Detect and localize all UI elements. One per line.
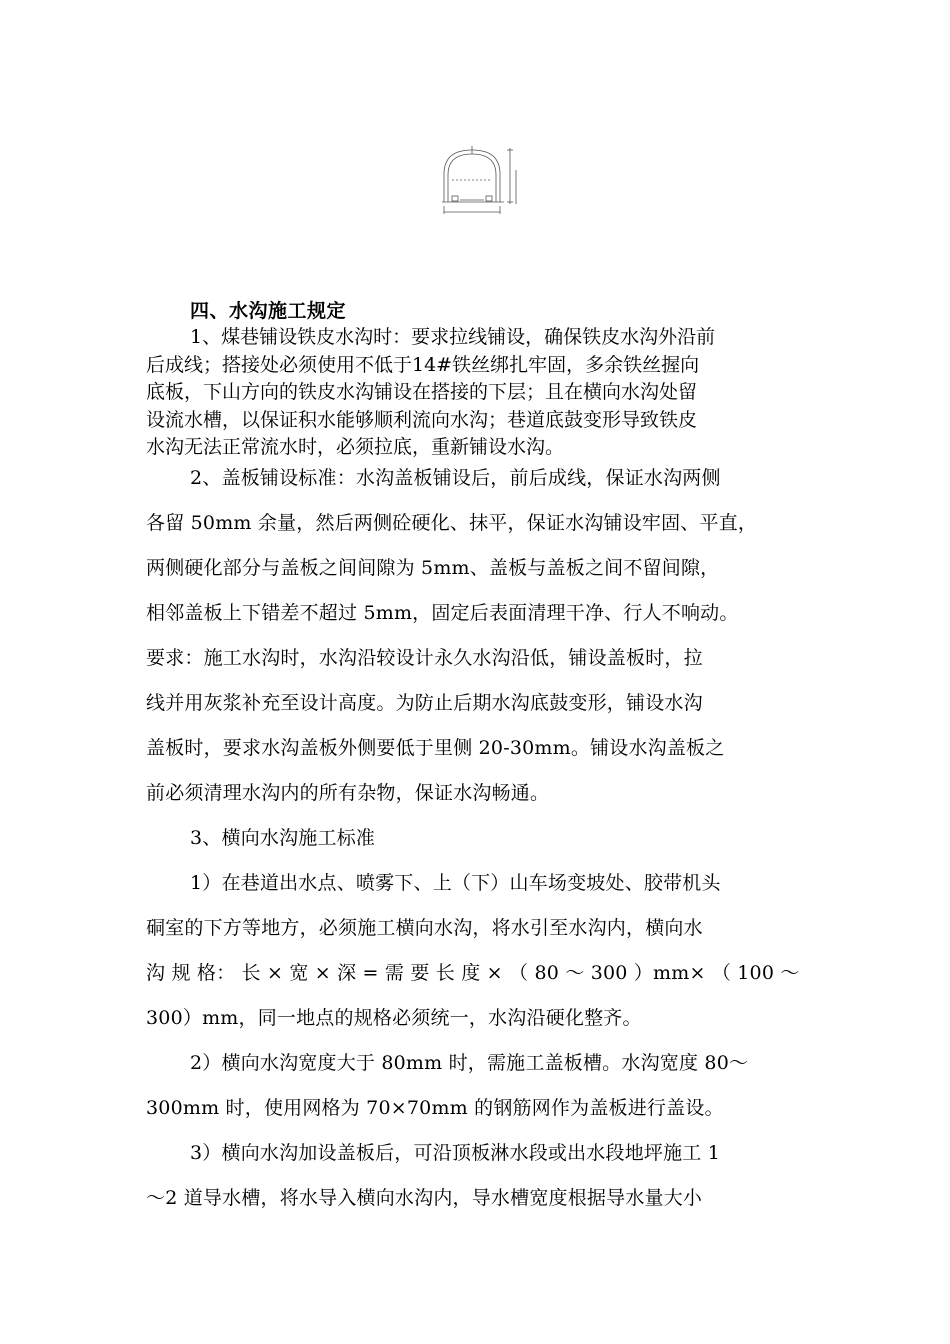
- tunnel-cross-section-diagram: [432, 140, 522, 218]
- text-line: 前必须清理水沟内的所有杂物，保证水沟畅通。: [146, 782, 550, 804]
- text-line: 盖板时，要求水沟盖板外侧要低于里侧 20-30mm。铺设水沟盖板之: [146, 737, 725, 759]
- paragraph-transverse-ditch-item-1: [146, 861, 826, 1041]
- text-line: 3）横向水沟加设盖板后，可沿顶板淋水段或出水段地坪施工 1: [190, 1142, 721, 1164]
- text-line: 线并用灰浆补充至设计高度。为防止后期水沟底鼓变形，铺设水沟: [146, 692, 703, 714]
- text-line: 后成线；搭接处必须使用不低于14#铁丝绑扎牢固，多余铁丝握向: [146, 353, 700, 376]
- text-line: 底板，下山方向的铁皮水沟铺设在搭接的下层；且在横向水沟处留: [146, 381, 698, 403]
- text-line: 1）在巷道出水点、喷雾下、上（下）山车场变坡处、胶带机头: [190, 872, 721, 894]
- text-line: ～2 道导水槽，将水导入横向水沟内，导水槽宽度根据导水量大小: [146, 1187, 703, 1209]
- text-line: 水沟无法正常流水时，必须拉底，重新铺设水沟。: [146, 436, 565, 458]
- text-line: 3、横向水沟施工标准: [190, 827, 376, 849]
- text-line: 要求：施工水沟时，水沟沿较设计永久水沟沿低，铺设盖板时，拉: [146, 647, 703, 669]
- text-line: 300mm 时，使用网格为 70×70mm 的钢筋网作为盖板进行盖设。: [146, 1097, 724, 1119]
- text-line: 2、盖板铺设标准：水沟盖板铺设后，前后成线，保证水沟两侧: [190, 467, 721, 489]
- text-line: 设流水槽，以保证积水能够顺利流向水沟；巷道底鼓变形导致铁皮: [146, 408, 698, 431]
- text-line: 相邻盖板上下错差不超过 5mm，固定后表面清理干净、行人不响动。: [146, 602, 739, 624]
- subheading-transverse-ditch: [146, 816, 826, 861]
- text-line: 各留 50mm 余量，然后两侧砼硬化、抹平，保证水沟铺设牢固、平直，: [146, 512, 758, 534]
- text-line: 300）mm，同一地点的规格必须统一，水沟沿硬化整齐。: [146, 1007, 642, 1029]
- paragraph-transverse-ditch-item-2: [146, 1041, 826, 1131]
- text-line: 1、煤巷铺设铁皮水沟时：要求拉线铺设，确保铁皮水沟外沿前: [190, 326, 716, 348]
- text-line: 沟 规 格： 长 × 宽 × 深 = 需 要 长 度 × （ 80 ～ 300 ）mm× （ 100 ～: [146, 962, 800, 984]
- text-line: 2）横向水沟宽度大于 80mm 时，需施工盖板槽。水沟宽度 80～: [190, 1052, 749, 1074]
- text-line: 硐室的下方等地方，必须施工横向水沟，将水引至水沟内，横向水: [146, 917, 703, 939]
- document-body: [146, 456, 826, 1221]
- paragraph-iron-sheet-ditch: [146, 324, 826, 462]
- paragraph-transverse-ditch-item-3: [146, 1131, 826, 1221]
- paragraph-cover-plate-standard: [146, 456, 826, 816]
- section-heading: 四、水沟施工规定: [190, 300, 347, 322]
- text-line: 两侧硬化部分与盖板之间间隙为 5mm、盖板与盖板之间不留间隙，: [146, 557, 720, 579]
